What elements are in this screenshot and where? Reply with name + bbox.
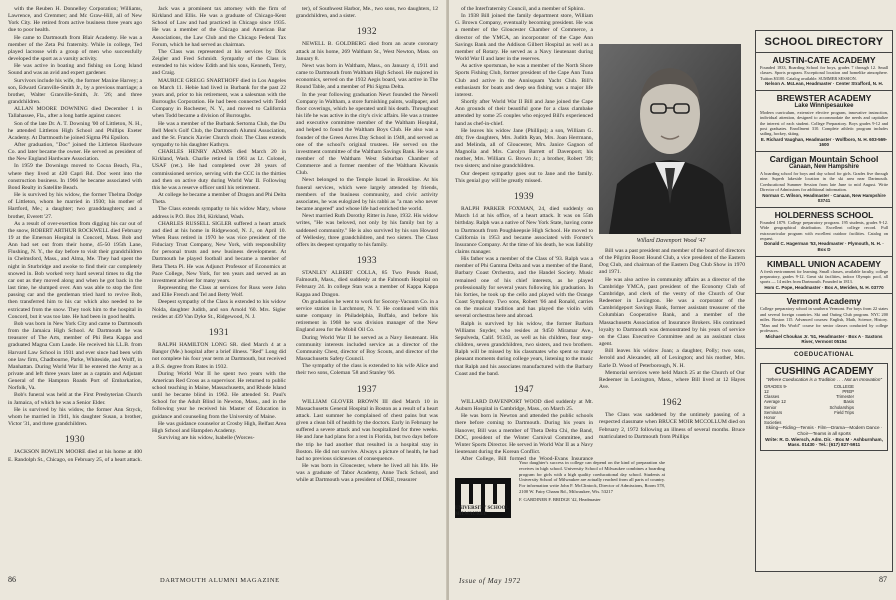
cushing-feature: Scholarships (829, 404, 855, 410)
cushing-contact: Write: R. D. Wiersch, Adm. Dir. · Box M · Ashburnham, Mass. 01430 · Tel.: (617) 827-5911 (765, 436, 883, 448)
cushing-feature: Senior Seminars (764, 404, 783, 415)
obit-col2 (152, 6, 286, 321)
paragraph: of the Interfraternity Council, and a member of Sphinx. (461, 6, 585, 12)
paragraph: He was also active in community affairs as a director of the Cambridge YMCA, past president of the Economy Club of Cambridge, and clerk of the vestry of the Church of Our Redeemer in Lexington. He was a corporator of the Cambridgeport Savings Bank, former assistant treasurer of the Columbian Cooperative Bank, and a member of the Massachusetts Association of Insurance Brokers. His continued loyalty to Dartmouth was demonstrated by his years of service on the Class Executive Committee and as an assistant class agent. (599, 276, 745, 348)
school-listing (756, 293, 892, 347)
school-description: Modern curriculum, extensive elective program, innovative instruction, individual attention, designed to accommodate the needs and capitalize the interest of each student. College Preparatory. Boys grades 9-12 and post graduates. Enrollment 310. Complete athletic program includes sailing, hockey, skiing. (760, 109, 888, 137)
right-column-1 (455, 6, 593, 461)
paragraph: NEWELL B. GOLDBERG died from an acute coronary attack at his home, 269 Waltham St., West Newton, Mass. on January 8. (296, 41, 438, 62)
left-column-2 (152, 6, 286, 576)
paragraph: He was active in boating and fishing on Long Island Sound and was an avid and expert gardener. (8, 63, 142, 77)
obit-col3 (296, 41, 438, 249)
left-column-1 (8, 6, 142, 576)
school-contact: Hom C. Pope, Headmaster · Box A, Meriden, N. H. 03770 (764, 284, 884, 290)
obit-col1-tail (8, 449, 142, 463)
cushing-feature: GRADES 9-12 (764, 383, 788, 394)
ad-body: Your daughter's success in college can depend on the kind of preparation she receives in high school. University School of Milwaukee combines a boarding program for girls with a high quality coeducational day school. Students at University School of Milwaukee are actually reached from all parts of country. For information write John F. McClintock, Director of Admissions, Room 578, 2100 W. Fairy Chasm Rd., Milwaukee, Wis. 53217 (519, 460, 665, 494)
paragraph: Surviving are his widow, Isabelle (Worces- (158, 435, 255, 442)
paragraph: He was born in Gloucester, where he lived all his life. He was a graduate of Tabor Academy, Anne Tuck School, and while at Dartmouth was a president of DKE, treasurer (296, 463, 438, 484)
paragraph: Bill was a past president and member of the board of directors of the Pilgrim Roost Hound Club, a vice president of the Eastern Dog Club, and chairman of the Eastern Dog Club Show in 1970 and 1971. (599, 248, 745, 276)
school-contact: E. Richard Vaughan, Headmaster · Wolfboro, N. H. 603-569-1600 (760, 136, 888, 148)
school-name: Vermont Academy (786, 296, 862, 307)
cushing-feature: Trimester Basis (836, 394, 855, 405)
class-year-heading: 1939 (514, 190, 534, 201)
paragraph: Newt belonged to the Temple Israel in Brookline. At his funeral services, which were largely attended by friends, members of the business community, and civic activity associates, he was eulogized by his rabbi as "a man who never became angered" and whose life had enriched the world. (296, 177, 438, 213)
paragraph: He was a member of the Burbank Sertoma Club, the Du Bell Men's Golf Club, the Dartmouth Alumni Association, and the St. Francis Xavier Church choir. The Class extends sympathy to his daughter Kathryn. (152, 120, 286, 148)
paragraph: In the year following graduation Newt founded the Newell Company in Waltham, a store furnishing paints, wallpaper, and floor coverings, which he operated until his death. Throughout his life he was active in the city's civic affairs. He was a trustee and executive committee member of the Waltham Hospital, and helped to found the Waltham Boys Club. He also was a founder of the Green Acres Day School in 1948, and served as one of the school's original trustees. He served on the investment committee of the Waltham Savings Bank. He was a member of the Waltham West Suburban Chamber of Commerce and a former member of the Waltham Kiwanis Club. (296, 91, 438, 177)
paragraph: He is survived by his widow, the former Ann Stryck, whom he married in 1941, his daughter Susan, a brother, Victor '31, and three grandchildren. (8, 406, 142, 428)
school-contact: Nelson A. McLean, Headmaster · Center Strafford, N. H. (764, 81, 884, 87)
paragraph: MAURICE GREGG SNARTHOFF died in Los Angeles on March 11. Hebie had lived in Burbank for the past 22 years and, prior to his retirement, was a salesman with the Burroughs Corporation. He had been connected with Todd Company in Rochester, N. Y., and moved to California when Todd became a division of Burroughs. (152, 77, 286, 120)
class-year-heading: 1931 (209, 326, 229, 337)
cushing-features-right (826, 384, 884, 426)
school-directory (755, 30, 893, 572)
school-listing (756, 52, 892, 90)
running-head-left: DARTMOUTH ALUMNI MAGAZINE (160, 577, 280, 584)
paragraph: Jack was a prominent tax attorney with the firm of Kirkland and Ellis. He was a graduate of Chicago-Kent School of Law and had practiced in Chicago since 1935. He was a member of the Chicago and American Bar Associations, the Law Club and the Chicago Federal Tax Forum, which he had served as chairman. (152, 6, 286, 48)
obit-col3-tail2 (296, 399, 438, 485)
class-year-heading: 1933 (357, 255, 377, 265)
paragraph: CHARLES RUSSELL SIGLER suffered a heart attack and died at his home in Ridgewood, N. J., on April 10. When Russ retired in 1970 he was vice president of the Fiduciary Trust Company, New York, with responsibility for personal trusts and new business development. At Dartmouth he played football and became a member of Beta Theta Pi. He was Adjunct Professor of Economics at Pace College, New York, for ten years and served as an investment adviser for many years. (152, 220, 286, 284)
school-listing (756, 90, 892, 151)
paragraph: Our deepest sympathy goes out to Jane and the family. This genial guy will be greatly missed. (455, 170, 593, 184)
cushing-title: CUSHING ACADEMY (774, 365, 874, 377)
obit-col1-tail2 (455, 399, 593, 461)
obit-col1 (455, 6, 593, 185)
paragraph: Shortly after World War II Bill and Jane joined the Cape Ann grounds of their beautiful gone for a class clambake attended by some 25 couples who enjoyed Bill's experienced hand as chef-in-chief. (455, 99, 593, 127)
class-year-heading: 1947 (514, 383, 534, 394)
school-location: Lake Winnipesaukee (794, 102, 854, 109)
paragraph: The Class was saddened by the untimely passing of a respected classmate when BRUCE MOIR MCCOLLUM died on February 2, 1972 following an illness of several months. Bruce matriculated to Dartmouth from Phillips (599, 412, 745, 440)
cushing-feature: Classes Average 12 (764, 394, 786, 405)
paragraph: He is survived by his widow, the former Thelma Dodge of Littleton, whom he married in 1930; his mother of Hartford, Me.; a daughter; two granddaughters; and a brother, Everett '27. (8, 192, 142, 220)
university-school-ad (519, 460, 665, 503)
school-contact: Donald C. Hagerman '53, Headmaster · Plymouth, N. H. · Box D (764, 241, 884, 253)
cushing-features (764, 384, 884, 426)
paragraph: At college he became a member of Dragon and Phi Delta Theta. (152, 192, 286, 206)
ad-signature: F. GARDINER F. BRIDGE '42, Headmaster (519, 496, 601, 502)
paragraph: During World War II he served as a Navy lieutenant. His community interests included service as a director of the Community Chest, director of Boy Scouts, and director of the Massachusetts Safety Council. (296, 334, 438, 363)
paragraph: Representing the Class at services for Russ were John and Ellie French and Tel and Betty Wolf. (152, 285, 286, 299)
cushing-feature: Honor Societies (764, 414, 782, 426)
obit-col2-tail (599, 412, 745, 441)
school-description: Founded 1833, Boarding School for boys, grades 7 through 12. Small classes. Sports program. Exceptional location and homelike atmosphere. Tuition $3100. Catalog available. SUMMER SESSION. (760, 65, 888, 81)
paragraph: As active sportsman, he was a member of the North Shore Sports Fishing Club, former president of the Cape Ann Tuna Club and active in the Annisquam Yacht Club. Bill's enthusiasm for boats and deep sea fishing was a major life interest. (455, 63, 593, 98)
paragraph: Bob was born in New York City and came to Dartmouth from the Jamaica High School. At Dartmouth he was treasurer of The Arts, member of Phi Beta Kappa and graduated Magna Cum Laude. He received his LL.B. from Harvard Law School in 1931 and ever since had been with one law firm, Chadbourne, Parke, Whiteside, and Wolff, in Manhattan. During World War II he entered the Army as a private and left three years later as a captain and Adjutant General of the Hampton Roads Port of Embarkation, Norfolk, Va. (8, 320, 142, 392)
school-listing (756, 151, 892, 207)
school-description: Founded 1879. College preparatory program. 195 students, grades 9-12. Wide geographical distribution. Excellent college record. Full extracurricular program with excellent outdoor facilities. Catalog on request. (760, 219, 888, 242)
cushing-academy-ad (760, 363, 888, 451)
paragraph: The sympathy of the class is extended to his wife Alice and their two sons, Coleman '58 and Stanley '66. (296, 363, 438, 377)
photo-caption: Willard Davenport Wood '47 (636, 238, 706, 244)
school-name: HOLDERNESS SCHOOL (774, 209, 874, 220)
paragraph: JACKSON BOWLIN MOORE died at his home at 400 E. Randolph St., Chicago, on February 25, of a heart attack. (8, 449, 142, 463)
left-page (0, 0, 447, 600)
page-number-right: 87 (879, 575, 887, 584)
school-name: KIMBALL UNION ACADEMY (766, 258, 882, 269)
paragraph: STANLEY ALBERT COLLA, 85 Two Ponds Road, Falmouth, Mass., died suddenly at the Falmouth Hospital on February 24. In college Stan was a member of Kappa Kappa Kappa and Dragon. (296, 270, 438, 298)
school-name: BREWSTER ACADEMY (776, 92, 872, 103)
school-description: College preparatory school in southern Vermont. For boys from 22 states and several foreign countries. Ski and Outing Club program. NYC 200 miles. Boston 115. Advanced courses: English, Math, Science, History. "Man and His World" course for senior classes conducted by college professors. (760, 306, 888, 334)
university-school-logo-icon (455, 463, 511, 533)
page-number-left: 86 (8, 575, 16, 584)
paragraph: RALPH HAMILTON LONG SR. died March 4 at a Bangor (Me.) hospital after a brief illness. "Red" Long did not complete his four year term at Dartmouth, but received a B.S. degree from Bates in 1932. (152, 342, 286, 370)
paragraph: He came to Dartmouth from Blair Academy. He was a member of the Zeta Psi fraternity. While in college, Ted played lacrosse with a group of men who successfully developed the sport as a varsity activity. (8, 34, 142, 63)
coeducational-heading: COEDUCATIONAL (756, 348, 892, 361)
paragraph: RALPH PARKER FOXMAN, 24, died suddenly on March 14 at his office, of a heart attack. It was on 55th birthday. Ralph was a native of New York State, having come to Dartmouth from Poughkeepsie High School. He moved to California in 1953 and became associated with Forster's Insurance Company. At the time of his death, he was liability claims manager. (455, 206, 593, 255)
school-contact: Norman C. Wilson, Headmaster · Canaan, New Hampshire 03741 (762, 192, 886, 204)
paragraph: Ralph is survived by his widow, the former Barbara Williams Snyder, who resides at 9450 Miramar Ave., Sepulveda, Calif. 91343, as well as his children, four step-children, seven grandchildren, two sisters, and two brothers. Ralph will be missed by his classmates who spent so many pleasant moments during college years, listening to the music that Ralph and his associates manufactured with the Barbary Coast and the band. (455, 320, 593, 377)
paragraph: Bill leaves his widow Joan; a daughter, Polly; two sons, Jerrold and Alexander, all of Lexington; and his mother, Mrs. Earle D. Wood of Peterborough, N. H. (599, 348, 745, 369)
paragraph: The Class was represented at his services by Dick Zeigler and Fred Schmidt. Sympathy of the Class is extended to his widow Edith and his sons, Kenneth, Terry, and Craig. (152, 48, 286, 77)
left-column-3 (296, 6, 438, 576)
school-listing (756, 207, 892, 256)
obit-col2-tail (152, 342, 286, 442)
paragraph: Deepest sympathy of the Class is extended to his widow Nolda, daughter Judith, and son Arnold '60. Mrs. Sigler resides at 439 Van Dyke St., Ridgewood, N. J. (152, 299, 286, 320)
paragraph: ter), of Southwest Harbor, Me., two sons, two daughters, 12 grandchildren, and a sister. (296, 6, 438, 20)
obit-col1 (8, 6, 142, 428)
right-column-2 (599, 248, 745, 453)
portrait-photo (599, 44, 741, 234)
school-name: AUSTIN-CATE ACADEMY (772, 55, 876, 65)
directory-title: SCHOOL DIRECTORY (764, 36, 884, 48)
running-head-right: Issue of May 1972 (459, 577, 521, 585)
paragraph: Bob's funeral was held at the First Presbyterian Church in Jamaica, of which he was a Senior Elder. (8, 392, 142, 406)
school-description: A fresh environment for learning. Small classes, available faculty, college preparatory, grades 9-12. Great ski facilities, indoor Olympic pool, all sports — 14 miles from Dartmouth. Founded in 1813. (760, 268, 888, 285)
school-listing (756, 256, 892, 294)
paragraph: He was guidance counselor at Crosby High, Belfast Area High School and Hampden Academy. (152, 420, 286, 434)
cushing-features-left (764, 384, 822, 426)
university-school-name: UNIVERSITY SCHOOL MILWAUKEE (455, 506, 509, 517)
paragraph: WILLARD DAVENPORT WOOD died suddenly at Mt. Auburn Hospital in Cambridge, Mass., on March 25. (455, 398, 593, 413)
school-name: Cardigan Mountain School (769, 154, 879, 165)
paragraph: The Class extends sympathy to his widow Mary, whose address is P.O. Box 394, Kirkland, Wash. (152, 206, 286, 220)
cushing-motto: "Where Coeducation is a Tradition . . . Not an Innovation" (765, 376, 883, 382)
class-year-heading: 1930 (65, 434, 85, 445)
paragraph: WILLIAM GLOVER BROWN III died March 10 in Massachusetts General Hospital in Boston as a result of a heart attack. Last summer he complained of chest pains but was given a clean bill of health by the doctors. Early in February he suffered a severe attack and was hospitalized for three weeks. He and Jane had plans for a rest in Florida, but two days before the trip he had another that resulted in a hospital stay in Boston. He did not survive. Always a picture of health, he had had no previous sicknesses of consequence. (296, 398, 438, 462)
school-location: Canaan, New Hampshire (788, 164, 860, 171)
cushing-feature: COLLEGE PREP (833, 383, 855, 394)
paragraph: with the Reuben H. Donnelley Corporation; Williams, Lawrence, and Cremmer; and Mc Graw-Hill, all of New York City. He retired from active business three years ago due to poor health. (8, 6, 142, 34)
obit-col3-head (296, 6, 438, 20)
paragraph: After College, Bill formed the Wood-Evans Insurance (461, 456, 593, 461)
obit-col2 (599, 248, 745, 391)
paragraph: ALLAN MOORE DOWNING died December 1 in Tallahassee, Fla., after a long battle against cancer. (8, 106, 142, 120)
school-description: A boarding school for boys and day school for girls. Grades five through nine. Superb lakeside location in the ski area near Dartmouth. Coeducational Summer Session from late June to mid August. Write Director of Admissions for additional information. (760, 171, 888, 193)
class-year-heading: 1962 (662, 397, 682, 408)
obit-col3-tail (296, 270, 438, 377)
obit-col1-tail (455, 206, 593, 378)
paragraph: In 1959 the Downings moved to Cocoa Beach, Fla., where they lived at 420 Capri Rd. Doc went into the construction business. In 1966 he became associated with Bond Realty in Satellite Beach. (8, 163, 142, 191)
school-list (756, 52, 892, 348)
paragraph: He was born in Newton and attended the public schools there before coming to Dartmouth. During his years in Hanover, Bill was a member of Theta Delta Chi, the Band, DOC, president of the Winter Carnival Committee, and Winter Sports Director. He served in World War II as a Navy lieutenant during the Korean Conflict. (455, 413, 593, 456)
paragraph: On graduation he went to work for Socony-Vacuum Co. in a service station in Larchmont, N. Y. He continued with this same company in Philadelphia, Buffalo, and before his retirement in 1968 he was division manager of the New England area for the Mobil Oil Co. (296, 298, 438, 334)
paragraph: After graduation, "Doc" joined the Littleton Hardware Co. and later became the owner. He served as president of the New England Hardware Association. (8, 141, 142, 163)
paragraph: During World War II he spent two years with the American Red Cross as a supervisor. He returned to public school teaching in Maine, Massachusetts, and Rhode Island until he became blind in 1962. He attended St. Paul's School for the Adult Blind in Newton, Mass., and in the following year he received his Master of Education in guidance and counseling from the University of Maine. (152, 370, 286, 420)
paragraph: In 1938 Bill joined the family department store, William G. Brown Company, eventually becoming president. He was a member of the Gloucester Chamber of Commerce, a director of the YMCA, an incorporator of the Cape Ann Savings Bank and the Addison Gilbert Hospital as well as a member of Rotary. He served as a Navy lieutenant during World War II and later in the reserves. (455, 13, 593, 63)
paragraph: His father was a member of the Class of '93. Ralph was a member of Phi Gamma Delta and was a member of the Band, Barbary Coast Orchestra, and the Handel Society. Music remained one of his chief interests, as he played professionally for several years following his graduation. In his forties, he took up the cello and played with the Orange Coast Symphony. Two sons, Robert '66 and Ronald, carries on the musical tradition and has played the violin with several orchestras here and abroad. (455, 256, 593, 320)
paragraph: Newt married Ruth Dorothy Ritter in June, 1932. His widow writes, "He was beloved, not only by his family but by a saddened community." He is also survived by his son Howard of Wellesley, three grandchildren, and two sisters. The Class offers its deepest sympathy to his family. (296, 213, 438, 248)
paragraph: Memorial services were held March 25 at the Church of Our Redeemer in Lexington, Mass., where Bill lived at 12 Hayes Ave. (599, 369, 745, 390)
cushing-activities: Skiing—Riding—Tennis · Film—Drama—Modern Dance · Choir—Teams in all sports (765, 425, 883, 436)
class-year-heading: 1937 (357, 383, 377, 394)
class-year-heading: 1932 (357, 26, 377, 37)
paragraph: Newt was born in Waltham, Mass., on January 4, 1911 and came to Dartmouth from Waltham High School. He majored in economics, served on the 1932 Aegis board, was active in The Round Table, and a member of Phi Sigma Delta. (296, 62, 438, 91)
portrait-photo-icon (599, 44, 741, 234)
paragraph: CHARLES HENRY ADAMS died March 20 in Kirkland, Wash. Charlie retired in 1961 as Lt. Colonel, USAF (ret.). He had completed over 28 years of commissioned service, serving with the CCC in the thirties and then on active duty during World War II. Following this he was a reserve officer until his retirement. (152, 149, 286, 191)
school-contact: Michael Choukas Jr. '51, Headmaster · Box A · Saxtons River, Vermont 05154 (765, 333, 883, 345)
paragraph: Survivors include his wife, the former Maxine Harvey; a son, Edward Granville-Smith Jr., by a previous marriage; a brother, Walter Granville-Smith, Jr. '26; and three grandchildren. (8, 77, 142, 106)
paragraph: He leaves his widow Jane (Phillips); a son, William G. 4th; five daughters, Mrs. Judith Ryan, Mrs. Joan Herrmann, and Melinda, all of Gloucester, Mrs. Janice Gagnon of Magnolia and Mrs. Carolyn Barrett of Davenport; his mother, Mrs. William G. Brown Jr.; a brother, Robert '39; two sisters; and nine grandchildren. (455, 127, 593, 170)
cushing-feature: Field Trips (834, 409, 855, 415)
right-page (449, 0, 896, 600)
paragraph: Son of the late Dr. A. T. Downing '00 of Littleton, N. H., he attended Littleton High School and Phillips Exeter Academy. At Dartmouth he joined Sigma Phi Epsilon. (8, 120, 142, 141)
paragraph: As a result of over-exertion from digging his car out of the snow, ROBERT ARTHUR ROCKWELL died February 19 at the Emerson Hospital in Concord, Mass. Bob and Ann had set out from their home, 45-50 195th Lane, Flushing, N. Y., the day before to visit their grandchildren in Chelmsford, Mass., and Alma, Me. They had spent the night in Sturbridge and awoke to find their car completely snowed in. Bob worked very hard several times to dig the car out as they moved along and when he got back in the last time, he slumped over. Ann was able to stop the first passing car and the gentleman tried hard to revive Bob, then transferred him to his car which also needed to be extricated from the snow. They took him to the hospital in Concord, but it was too late. He had been in good health. (8, 220, 142, 320)
